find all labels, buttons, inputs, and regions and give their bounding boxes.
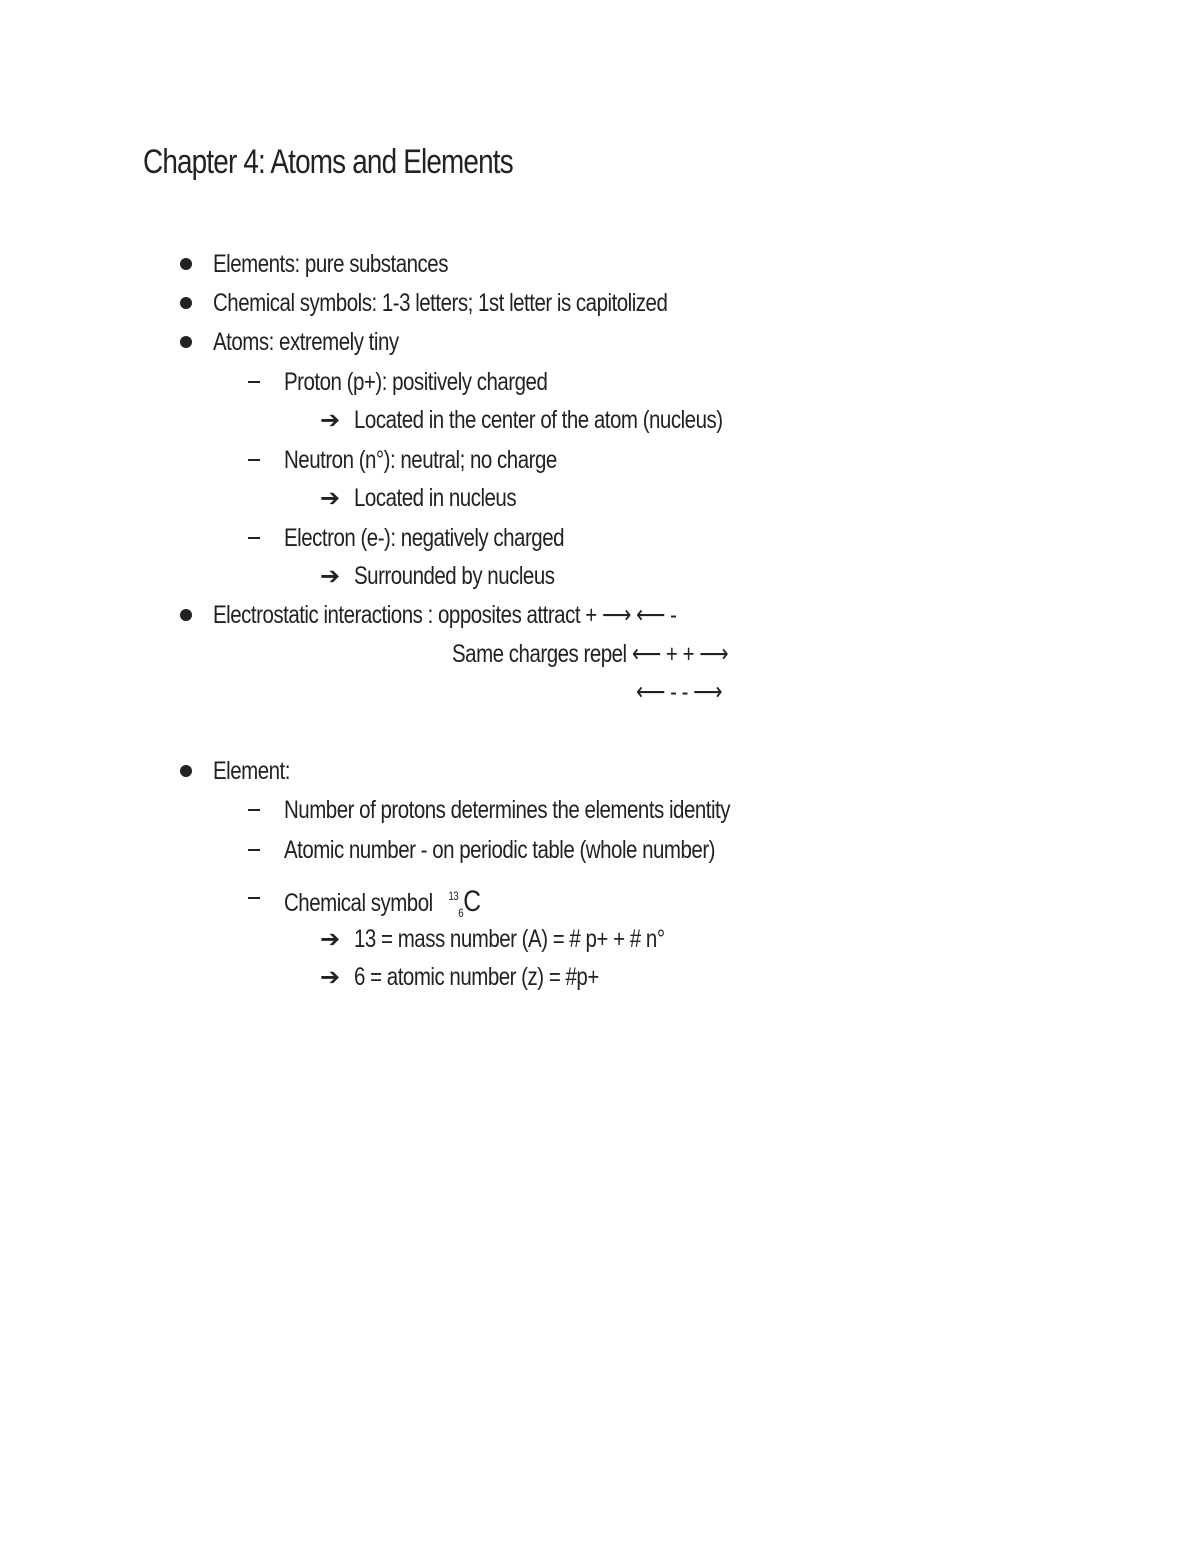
- isotope-symbol-letter: C: [463, 885, 481, 918]
- item-chemical-symbol: [284, 880, 481, 929]
- dash-marker: [248, 809, 260, 811]
- dash-marker: [248, 459, 260, 461]
- arrow-icon: ➔: [320, 484, 341, 512]
- item-electron: Electron (e-): negatively charged: [284, 524, 565, 552]
- item-proton-note: Located in the center of the atom (nucleus): [354, 406, 723, 434]
- dash-marker: [248, 537, 260, 539]
- item-atoms: Atoms: extremely tiny: [213, 328, 399, 356]
- item-neutron-note: Located in nucleus: [354, 484, 517, 512]
- arrow-icon: ➔: [320, 963, 341, 991]
- bullet-dot: [180, 258, 192, 270]
- item-mass-number: 13 = mass number (A) = # p+ + # n°: [354, 925, 665, 953]
- chemical-symbol-label: Chemical symbol: [284, 889, 433, 917]
- bullet-dot: [180, 765, 192, 777]
- bullet-dot: [180, 336, 192, 348]
- electrostatic-text: Electrostatic interactions : opposites attract: [213, 601, 581, 629]
- item-atomic-number-def: 6 = atomic number (z) = #p+: [354, 963, 599, 991]
- page-title: Chapter 4: Atoms and Elements: [143, 143, 513, 181]
- item-atomic-number: Atomic number - on periodic table (whole number): [284, 836, 716, 864]
- item-element: Element:: [213, 757, 290, 785]
- repel-plus-symbols: ⟵ + + ⟶: [631, 640, 729, 668]
- bullet-dot: [180, 297, 192, 309]
- item-same-charges: [452, 638, 728, 670]
- item-protons-identity: Number of protons determines the elements identity: [284, 796, 731, 824]
- item-neutron: Neutron (n°): neutral; no charge: [284, 446, 557, 474]
- same-charges-text: Same charges repel: [452, 640, 627, 668]
- item-proton: Proton (p+): positively charged: [284, 368, 548, 396]
- item-electrostatic: [213, 599, 676, 631]
- dash-marker: [248, 897, 260, 899]
- item-chemical-symbols: Chemical symbols: 1-3 letters; 1st letter is capitolized: [213, 289, 668, 317]
- attract-symbols: + ⟶ ⟵ -: [585, 601, 677, 629]
- arrow-icon: ➔: [320, 406, 341, 434]
- arrow-icon: ➔: [320, 562, 341, 590]
- repel-minus-symbols: ⟵ - - ⟶: [636, 678, 723, 706]
- isotope-atomic-number: 6: [458, 906, 464, 920]
- bullet-dot: [180, 609, 192, 621]
- item-electron-note: Surrounded by nucleus: [354, 562, 555, 590]
- dash-marker: [248, 381, 260, 383]
- arrow-icon: ➔: [320, 925, 341, 953]
- isotope-mass-number: 13: [448, 889, 459, 903]
- dash-marker: [248, 849, 260, 851]
- item-elements: Elements: pure substances: [213, 250, 448, 278]
